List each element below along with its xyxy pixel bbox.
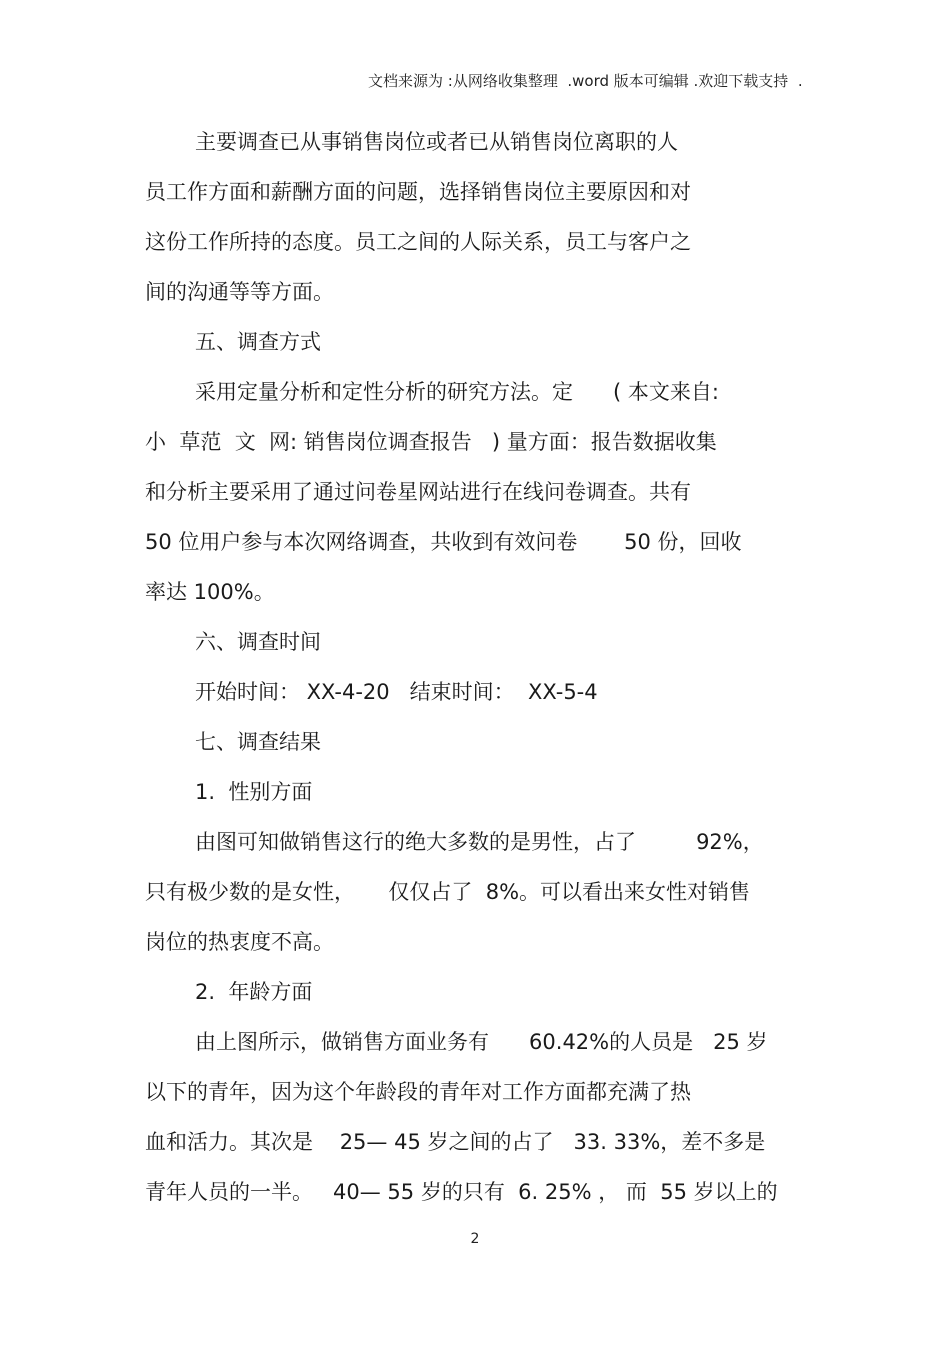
body-line-1: 主要调查已从事销售岗位或者已从销售岗位离职的人 xyxy=(195,130,678,154)
section-heading-survey-method: 五、调查方式 xyxy=(195,330,321,354)
section-heading-survey-time: 六、调查时间 xyxy=(195,630,321,654)
body-line-8: 和分析主要采用了通过问卷星网站进行在线问卷调查。共有 xyxy=(145,480,691,504)
header-source-note: 文档来源为 :从网络收集整理 .word 版本可编辑 .欢迎下载支持 . xyxy=(368,72,803,90)
body-line-10: 率达 100%。 xyxy=(145,580,275,604)
body-line-19: 由上图所示，做销售方面业务有 60.42%的人员是 25 岁 xyxy=(195,1030,768,1054)
body-line-3: 这份工作所持的态度。员工之间的人际关系，员工与客户之 xyxy=(145,230,691,254)
body-line-21: 血和活力。其次是 25— 45 岁之间的占了 33. 33%，差不多是 xyxy=(145,1130,766,1154)
subheading-age: 2. 年龄方面 xyxy=(195,980,313,1004)
subheading-gender: 1. 性别方面 xyxy=(195,780,313,804)
body-line-16: 只有极少数的是女性， 仅仅占了 8%。可以看出来女性对销售 xyxy=(145,880,751,904)
body-line-6: 采用定量分析和定性分析的研究方法。定 ( 本文来自: xyxy=(195,380,719,404)
body-line-time-range: 开始时间： XX-4-20 结束时间： XX-5-4 xyxy=(195,680,598,704)
body-line-20: 以下的青年，因为这个年龄段的青年对工作方面都充满了热 xyxy=(145,1080,691,1104)
body-line-15: 由图可知做销售这行的绝大多数的是男性，占了 92%， xyxy=(195,830,764,854)
body-line-9: 50 位用户参与本次网络调查，共收到有效问卷 50 份，回收 xyxy=(145,530,742,554)
body-line-22: 青年人员的一半。 40— 55 岁的只有 6. 25% ， 而 55 岁以上的 xyxy=(145,1180,778,1204)
body-line-4: 间的沟通等等方面。 xyxy=(145,280,334,304)
page-number: 2 xyxy=(470,1231,480,1247)
body-line-17: 岗位的热衷度不高。 xyxy=(145,930,334,954)
section-heading-survey-results: 七、调查结果 xyxy=(195,730,321,754)
body-line-7: 小 草范 文 网: 销售岗位调查报告 ) 量方面：报告数据收集 xyxy=(145,430,717,454)
body-line-2: 员工作方面和薪酬方面的问题，选择销售岗位主要原因和对 xyxy=(145,180,691,204)
